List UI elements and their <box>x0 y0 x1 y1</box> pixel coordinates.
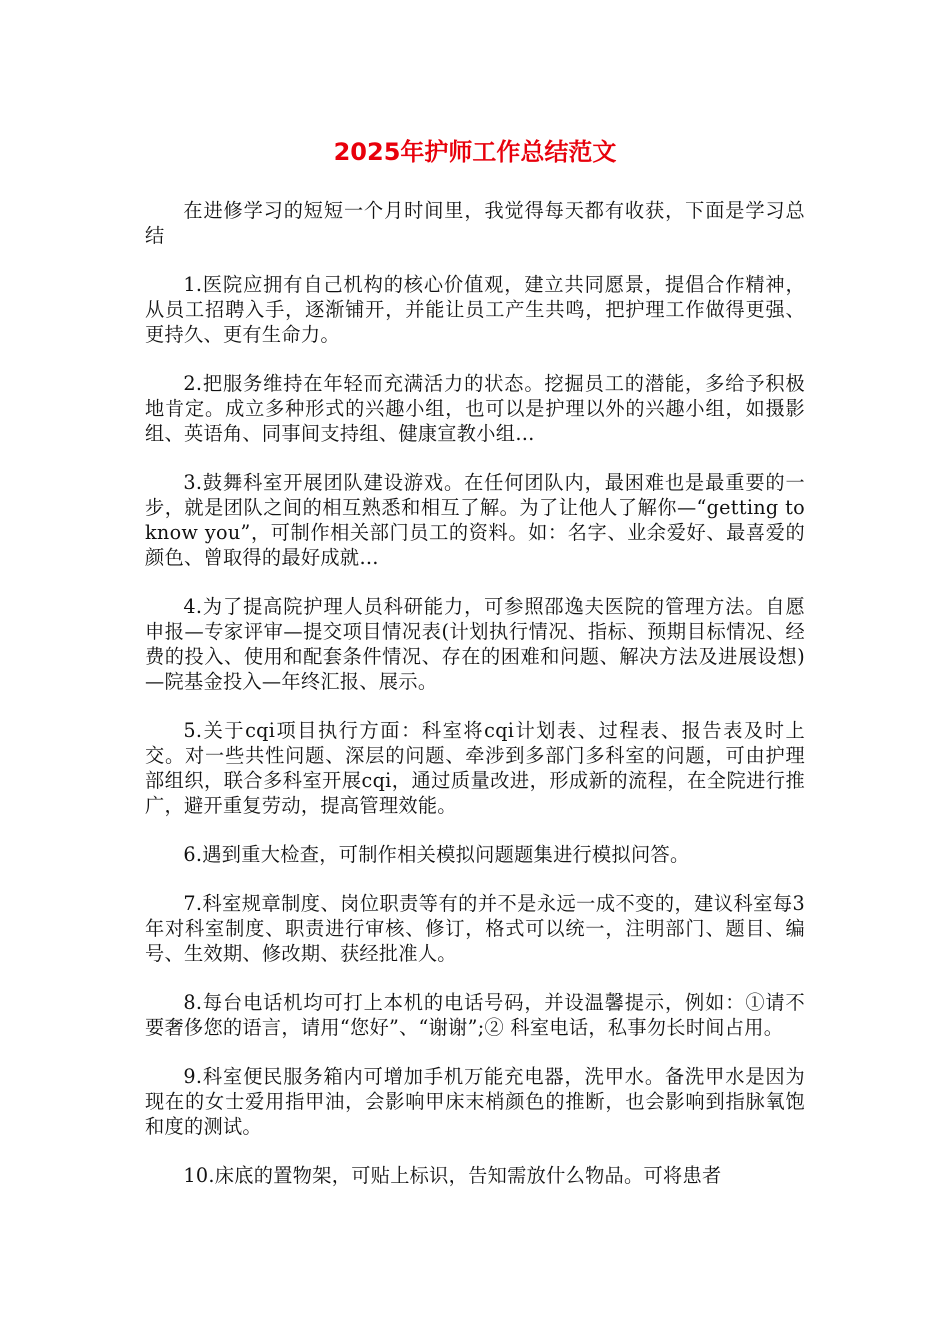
list-item-10: 10.床底的置物架，可贴上标识，告知需放什么物品。可将患者 <box>183 1164 722 1187</box>
list-item-9: 9.科室便民服务箱内可增加手机万能充电器，洗甲水。备洗甲水是因为现在的女士爱用指甲油，会影响甲床末梢颜色的推断，也会影响到指脉氧饱和度的测试。 <box>145 1065 805 1138</box>
list-item-5: 5.关于cqi项目执行方面：科室将cqi计划表、过程表、报告表及时上交。对一些共性问题、深层的问题、牵涉到多部门多科室的问题，可由护理部组织，联合多科室开展cqi，通过质量改进，形成新的流程，在全院进行推广，避开重复劳动，提高管理效能。 <box>145 719 805 817</box>
list-item-1: 1.医院应拥有自己机构的核心价值观，建立共同愿景，提倡合作精神，从员工招聘入手，逐渐铺开，并能让员工产生共鸣，把护理工作做得更强、更持久、更有生命力。 <box>145 273 805 346</box>
list-item-8: 8.每台电话机均可打上本机的电话号码，并设温馨提示，例如：①请不要奢侈您的语言，请用“您好”、“谢谢”;② 科室电话，私事勿长时间占用。 <box>145 991 805 1039</box>
list-item-6: 6.遇到重大检查，可制作相关模拟问题题集进行模拟问答。 <box>183 843 690 866</box>
list-item-4: 4.为了提高院护理人员科研能力，可参照邵逸夫医院的管理方法。自愿申报—专家评审—提交项目情况表(计划执行情况、指标、预期目标情况、经费的投入、使用和配套条件情况、存在的困难和问题、解决方法及进展设想)—院基金投入—年终汇报、展示。 <box>145 595 805 693</box>
document-body <box>145 198 805 1212</box>
document-title: 2025年护师工作总结范文 <box>333 138 617 166</box>
intro-paragraph: 在进修学习的短短一个月时间里，我觉得每天都有收获，下面是学习总结 <box>145 199 805 247</box>
list-item-2: 2.把服务维持在年轻而充满活力的状态。挖掘员工的潜能，多给予积极地肯定。成立多种形式的兴趣小组，也可以是护理以外的兴趣小组，如摄影组、英语角、同事间支持组、健康宣教小组… <box>145 372 805 445</box>
list-item-7: 7.科室规章制度、岗位职责等有的并不是永远一成不变的，建议科室每3年对科室制度、职责进行审核、修订，格式可以统一，注明部门、题目、编号、生效期、修改期、获经批准人。 <box>145 892 805 965</box>
list-item-3: 3.鼓舞科室开展团队建设游戏。在任何团队内，最困难也是最重要的一步，就是团队之间的相互熟悉和相互了解。为了让他人了解你—“getting to know you”，可制作相关部门员工的资料。如：名字、业余爱好、最喜爱的颜色、曾取得的最好成就… <box>145 471 805 569</box>
